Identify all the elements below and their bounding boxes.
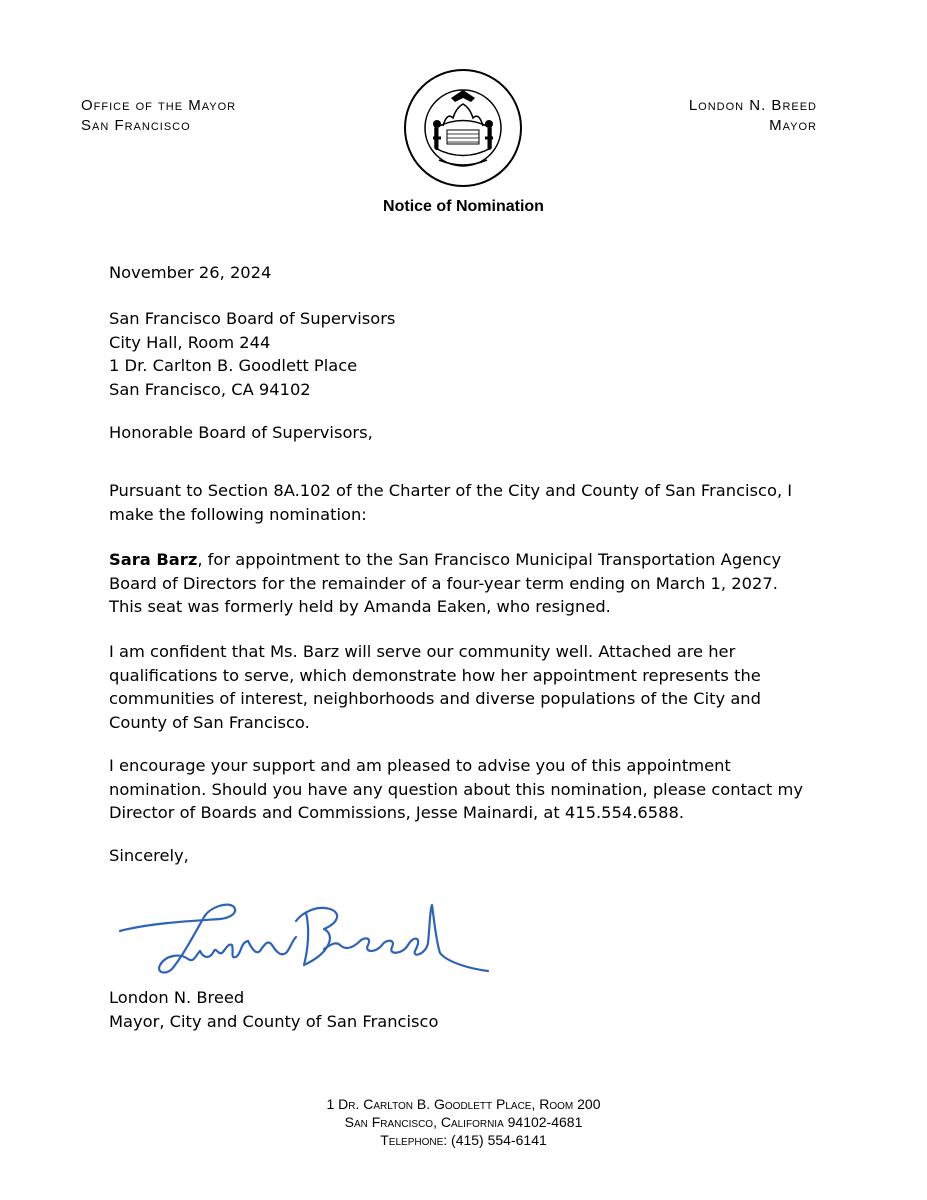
footer-address: [0, 1095, 927, 1149]
salutation: Honorable Board of Supervisors,: [109, 423, 373, 442]
mayor-header: [689, 96, 817, 136]
paragraph-confidence: I am confident that Ms. Barz will serve our community well. Attached are her qualifications to serve, which demonstrate how her appointment represents the communities of interest, neighborhoods and diverse populations of the City and County of San Francisco.: [109, 642, 761, 732]
recipient-line-2: City Hall, Room 244: [109, 332, 271, 352]
handwritten-signature: [110, 893, 495, 981]
footer-line-1: 1 Dr. Carlton B. Goodlett Place, Room 200: [326, 1096, 601, 1112]
signer-title: Mayor, City and County of San Francisco: [109, 1011, 439, 1031]
notice-title: Notice of Nomination: [383, 198, 544, 215]
nominee-name: Sara Barz: [109, 550, 198, 570]
recipient-address: [109, 307, 809, 401]
recipient-line-4: San Francisco, CA 94102: [109, 379, 311, 399]
city-seal-icon: [403, 68, 523, 188]
paragraph-contact: I encourage your support and am pleased to advise you of this appointment nomination. Should you have any question about this nomination, please contact my Director of Boards and Commissions, Jesse Mainardi, at 415.554.6588.: [109, 756, 803, 823]
signature-block: [109, 986, 809, 1033]
letter-date: November 26, 2024: [109, 263, 272, 282]
paragraph-nomination: [109, 548, 809, 619]
footer-line-2: San Francisco, California 94102-4681: [344, 1114, 583, 1130]
paragraph-charter: Pursuant to Section 8A.102 of the Charter of the City and County of San Francisco, I make the following nomination:: [109, 481, 793, 524]
footer-line-3: Telephone: (415) 554-6141: [380, 1132, 547, 1148]
signer-name: London N. Breed: [109, 988, 245, 1007]
mayor-name: London N. Breed: [688, 97, 817, 114]
recipient-line-3: 1 Dr. Carlton B. Goodlett Place: [109, 356, 358, 375]
nomination-details: , for appointment to the San Francisco Municipal Transportation Agency Board of Directors for the remainder of a four-year term ending on March 1, 2027. This seat was formerly held by Amanda Eaken, who resigned.: [109, 550, 782, 617]
recipient-line-1: San Francisco Board of Supervisors: [109, 309, 396, 328]
office-header: [81, 96, 236, 136]
mayor-title: Mayor: [769, 117, 817, 134]
office-line-2: San Francisco: [81, 117, 191, 134]
closing: Sincerely,: [109, 846, 189, 865]
office-line-1: Office of the Mayor: [81, 97, 237, 114]
